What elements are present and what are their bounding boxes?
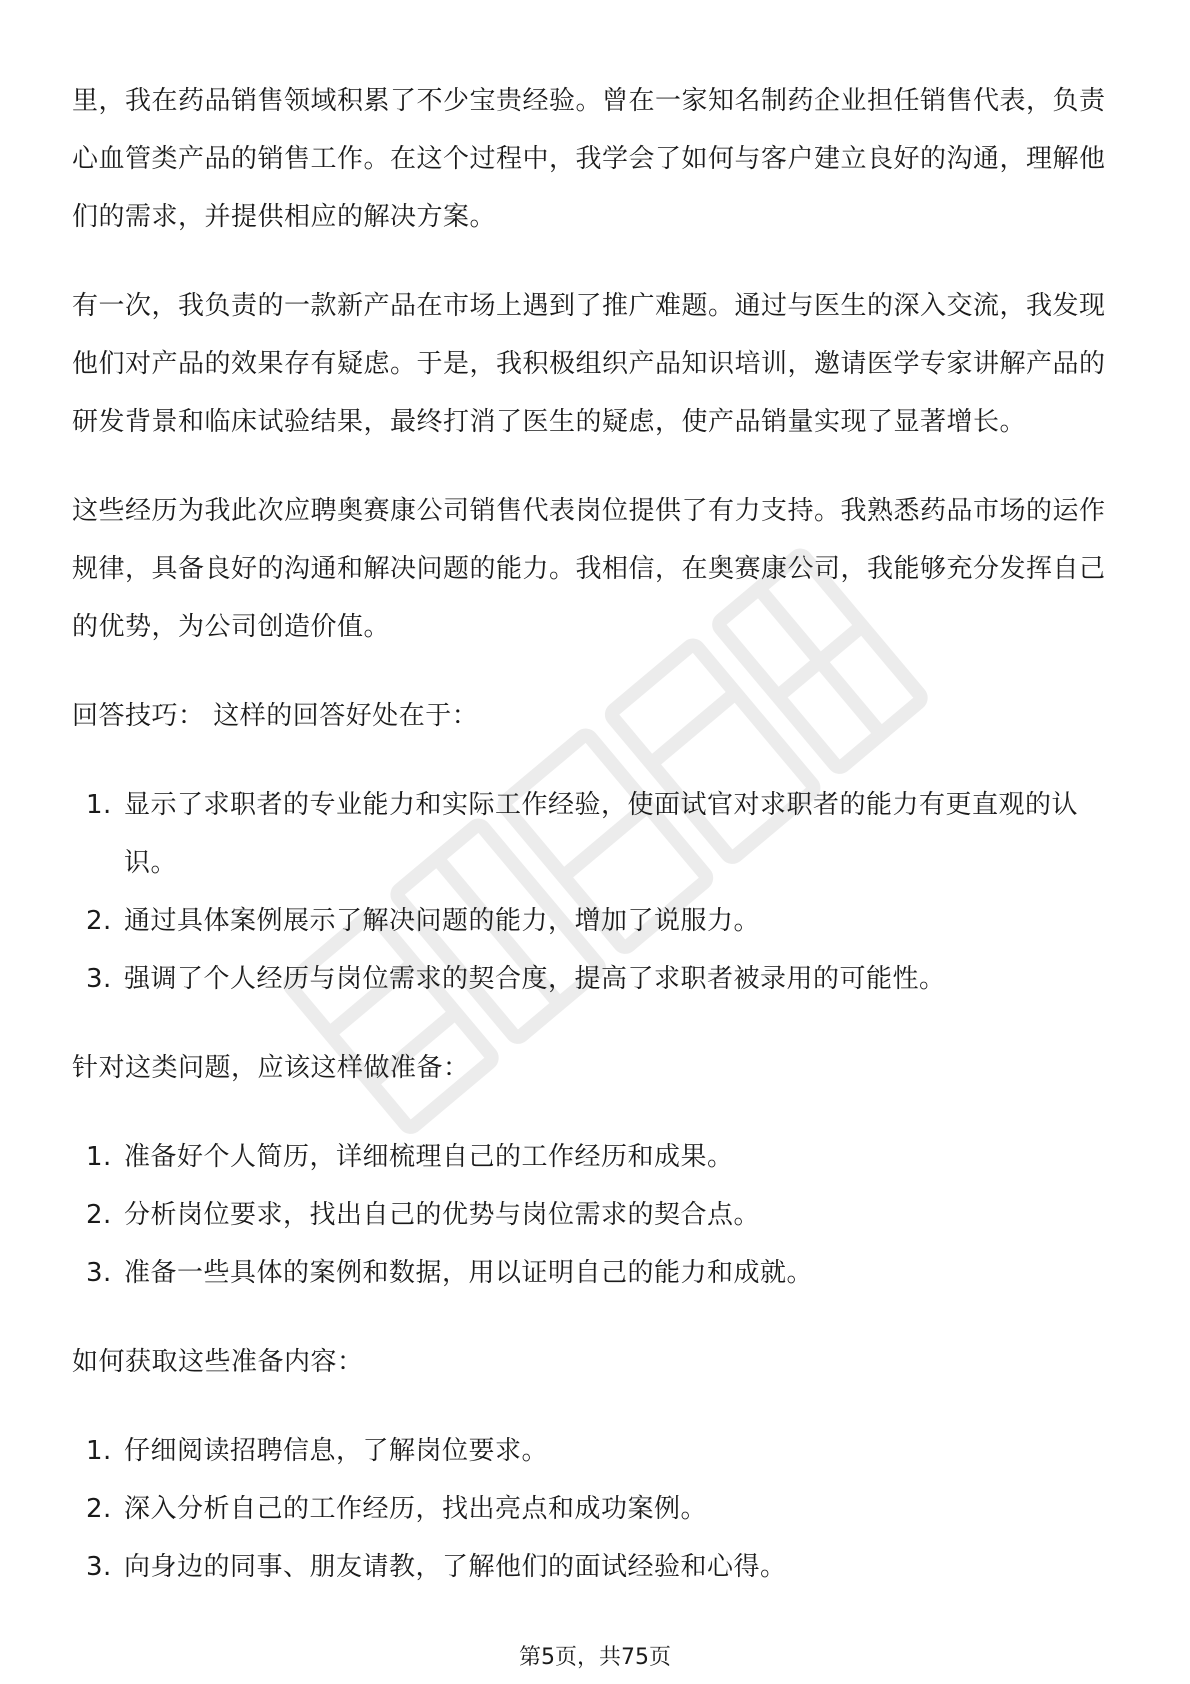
paragraph-fit — [72, 482, 1122, 656]
list-number: 3. — [86, 964, 112, 994]
list-item — [72, 776, 1122, 892]
list-number: 1. — [86, 1436, 112, 1466]
list-item-text: 深入分析自己的工作经历，找出亮点和成功案例。 — [124, 1494, 708, 1524]
paragraph-text: 有一次，我负责的一款新产品在市场上遇到了推广难题。通过与医生的深入交流，我发现他们对产品的效果存有疑虑。于是，我积极组织产品知识培训，邀请医学专家讲解产品的研发背景和临床试验结果，最终打消了医生的疑虑，使产品销量实现了显著增长。 — [72, 291, 1106, 437]
list-item — [72, 1422, 1122, 1480]
list-item — [72, 1128, 1122, 1186]
page-footer: 第5页，共75页 — [519, 1645, 671, 1670]
list-item-text: 强调了个人经历与岗位需求的契合度，提高了求职者被录用的可能性。 — [124, 964, 946, 994]
list-number: 1. — [86, 1142, 112, 1172]
tips-heading: 回答技巧： 这样的回答好处在于： — [72, 701, 479, 731]
prep-heading: 针对这类问题，应该这样做准备： — [72, 1053, 470, 1083]
document-body — [72, 72, 1122, 1627]
list-item-text: 分析岗位要求，找出自己的优势与岗位需求的契合点。 — [124, 1200, 761, 1230]
list-item-text: 准备一些具体的案例和数据，用以证明自己的能力和成就。 — [124, 1258, 814, 1288]
list-item — [72, 1186, 1122, 1244]
list-number: 2. — [86, 906, 112, 936]
list-item-text: 准备好个人简历，详细梳理自己的工作经历和成果。 — [124, 1142, 734, 1172]
paragraph-case — [72, 277, 1122, 451]
list-item — [72, 1538, 1122, 1596]
list-item — [72, 1244, 1122, 1302]
list-number: 2. — [86, 1200, 112, 1230]
list-item — [72, 1480, 1122, 1538]
list-item-text: 显示了求职者的专业能力和实际工作经验，使面试官对求职者的能力有更直观的认识。 — [124, 790, 1079, 878]
list-item-text: 通过具体案例展示了解决问题的能力，增加了说服力。 — [124, 906, 761, 936]
list-number: 3. — [86, 1552, 112, 1582]
source-heading: 如何获取这些准备内容： — [72, 1347, 364, 1377]
prep-list — [72, 1128, 1122, 1302]
list-item — [72, 950, 1122, 1008]
list-item-text: 仔细阅读招聘信息，了解岗位要求。 — [124, 1436, 549, 1466]
list-number: 1. — [86, 790, 112, 820]
list-number: 2. — [86, 1494, 112, 1524]
list-item-text: 向身边的同事、朋友请教，了解他们的面试经验和心得。 — [124, 1552, 787, 1582]
source-list — [72, 1422, 1122, 1596]
list-item — [72, 892, 1122, 950]
list-number: 3. — [86, 1258, 112, 1288]
paragraph-text: 这些经历为我此次应聘奥赛康公司销售代表岗位提供了有力支持。我熟悉药品市场的运作规律，具备良好的沟通和解决问题的能力。我相信，在奥赛康公司，我能够充分发挥自己的优势，为公司创造价值。 — [72, 496, 1106, 642]
paragraph-text: 里，我在药品销售领域积累了不少宝贵经验。曾在一家知名制药企业担任销售代表，负责心血管类产品的销售工作。在这个过程中，我学会了如何与客户建立良好的沟通，理解他们的需求，并提供相应的解决方案。 — [72, 86, 1106, 232]
tips-list — [72, 776, 1122, 1008]
paragraph-experience — [72, 72, 1122, 246]
